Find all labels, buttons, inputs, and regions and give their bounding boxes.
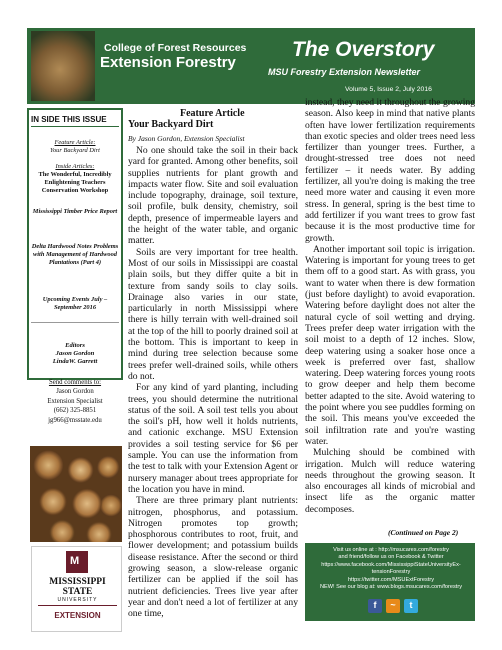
msu-m-icon: M bbox=[70, 555, 80, 567]
divider bbox=[38, 605, 117, 606]
divider bbox=[31, 322, 119, 323]
logo-extension: EXTENSION bbox=[54, 611, 101, 620]
acorn-logo-image bbox=[31, 31, 95, 101]
contact-block bbox=[29, 378, 121, 425]
footer-facebook-link[interactable]: https://www.facebook.com/MississippiStateUniversityEx-tensionForestry bbox=[321, 561, 461, 576]
footer-website-link[interactable]: Visit us online at : http://msucares.com/forestry bbox=[333, 547, 449, 553]
toc-text: Mississippi Timber Price Report bbox=[32, 208, 118, 215]
toc-text: Your Backyard Dirt bbox=[50, 147, 100, 154]
college-name: College of Forest Resources bbox=[104, 42, 247, 54]
article-column-1 bbox=[128, 145, 298, 619]
paragraph: For any kind of yard planting, including trees, you should determine the nutritional status of the soil. A soil test tells you about the soil's pH, how well it holds nutrients, and cationic exchange. MSU Extension provides a soil testing service for $6 per sample. You can use the information from the test to talk with your Extension Agent or nursery manager about trees appropriate for the location you have in mind. bbox=[128, 382, 298, 495]
contact-email[interactable]: jg966@msstate.edu bbox=[48, 416, 102, 424]
section-heading: Feature Article bbox=[180, 108, 245, 119]
paragraph: Mulching should be combined with irrigation. Mulch will reduce watering needs throughout the growing season. It also encourages all kinds of microbial and insect life as the organic matter decomposes. bbox=[305, 447, 475, 515]
toc-text: Upcoming Events July – September 2016 bbox=[42, 296, 108, 311]
log-ends-photo bbox=[30, 446, 122, 542]
toc-text: Delta Hardwood Notes Problems with Management of Hardwood Plantations (Part 4) bbox=[31, 243, 119, 266]
footer-links bbox=[312, 547, 470, 591]
footer-twitter-link[interactable]: https://twitter.com/MSUExtForestry bbox=[347, 576, 435, 583]
msu-extension-logo bbox=[31, 546, 122, 632]
article-column-2 bbox=[305, 97, 475, 515]
editor-name: LindaW. Garrett bbox=[52, 358, 98, 365]
toc-item-events[interactable] bbox=[29, 296, 121, 312]
contact-phone: (662) 325-8851 bbox=[53, 407, 97, 415]
toc-heading: Inside Articles: bbox=[55, 163, 95, 170]
paragraph: There are three primary plant nutrients: nitrogen, phosphorus, and potassium. Nitrogen promotes top growth; phosphorous contributes to root, fruit, and flower development; and potassium builds disease resistance. After the second or third growing season, a slow-release organic fertilizer can be applied if the soil has nutrient deficiencies. Trees live year after year and don't need a lot of fertilizer at any one time, bbox=[128, 495, 298, 620]
paragraph: instead, they need it throughout the growing season. Also keep in mind that native plants often have lower fertilization requirements than exotic species and older trees need less fertilizer than younger trees. Further, a drought-stressed tree does not need fertilizer – it needs water. By adding fertilizer, all you're doing is making the tree need more water and causing it even more stress. In general, spring is the best time to add fertilizer if you want trees to grow fast because it is the most productive time for growth. bbox=[305, 97, 475, 244]
contact-title: Extension Specialist bbox=[47, 397, 103, 405]
inside-issue-title: IN SIDE THIS ISSUE bbox=[31, 115, 107, 124]
toc-item-workshop[interactable] bbox=[29, 163, 121, 195]
logo-name: MISSISSIPPI STATE bbox=[49, 577, 106, 597]
toc-item-feature[interactable] bbox=[29, 139, 121, 155]
newsletter-title: The Overstory bbox=[292, 38, 435, 61]
editor-name: Jason Gordon bbox=[55, 350, 95, 357]
rss-icon[interactable]: ~ bbox=[386, 599, 400, 613]
paragraph: Another important soil topic is irrigation. Watering is important for young trees to get them off to a good start. As with grass, you want to water when there is dew formation (just before daylight) to avoid evaporation. Watering before daylight does not alter the natural cycle of soil wetting and drying. Trees prefer deep water irrigation with the soil moist to a depth of 12 inches. Slow, deep watering using a soaker hose once a week is preferred over fast, shallow watering. Deep watering forces young roots to grow deeper and help them become better adapted to the site. Avoid watering to the point where you see puddles forming on the soil. This means you've exceeded the soil infiltration rate and you're wasting water. bbox=[305, 243, 475, 447]
article-byline: By Jason Gordon, Extension Specialist bbox=[128, 134, 245, 143]
editors-label: Editors bbox=[65, 342, 85, 349]
twitter-icon[interactable]: t bbox=[404, 599, 418, 613]
footer-blog-link[interactable]: NEW! See our blog at: www.blogs.msucares.com/forestry bbox=[319, 584, 463, 591]
toc-item-timber[interactable] bbox=[29, 208, 121, 216]
continued-note[interactable]: (Continued on Page 2) bbox=[388, 528, 459, 537]
volume-issue: Volume 5, Issue 2, July 2016 bbox=[345, 86, 432, 93]
toc-heading: Feature Article: bbox=[54, 139, 96, 146]
contact-label: Send comments to: bbox=[48, 379, 102, 386]
divider bbox=[31, 126, 119, 127]
contact-name: Jason Gordon bbox=[56, 388, 94, 396]
logo-sub: UNIVERSITY bbox=[57, 597, 98, 603]
paragraph: No one should take the soil in their back yard for granted. Among other benefits, soil supplies nutrients for plant growth and impacts water flow. Site and soil evaluation include topography, drainage, soil texture, soil profile, bulk density, chemistry, soil depth, presence of impermeable layers and the height of the water table, and organic matter. bbox=[128, 145, 298, 247]
newsletter-subtitle: MSU Forestry Extension Newsletter bbox=[268, 67, 421, 77]
toc-text: The Wonderful, Incredibly Enlightening Teachers Conservation Workshop bbox=[38, 171, 112, 194]
editors-block bbox=[29, 342, 121, 366]
toc-item-delta[interactable] bbox=[29, 243, 121, 267]
paragraph: Soils are very important for tree health. Most of our soils in Mississippi are coastal plain soils, but they differ quite a bit in texture from sandy soils to clay soils. Drainage also varies in our state, particularly in north Mississippi where there is hilly terrain with well-drained soil at the top of the hill to poorly drained soil at the bottom. This is important to keep in mind during tree selection because some trees prefer well-drained soils, while others do not. bbox=[128, 246, 298, 382]
footer-text: and friend/follow us on Facebook & Twitter bbox=[338, 554, 444, 561]
extension-name: Extension Forestry bbox=[100, 54, 236, 71]
article-title: Your Backyard Dirt bbox=[128, 119, 214, 130]
facebook-icon[interactable]: f bbox=[368, 599, 382, 613]
